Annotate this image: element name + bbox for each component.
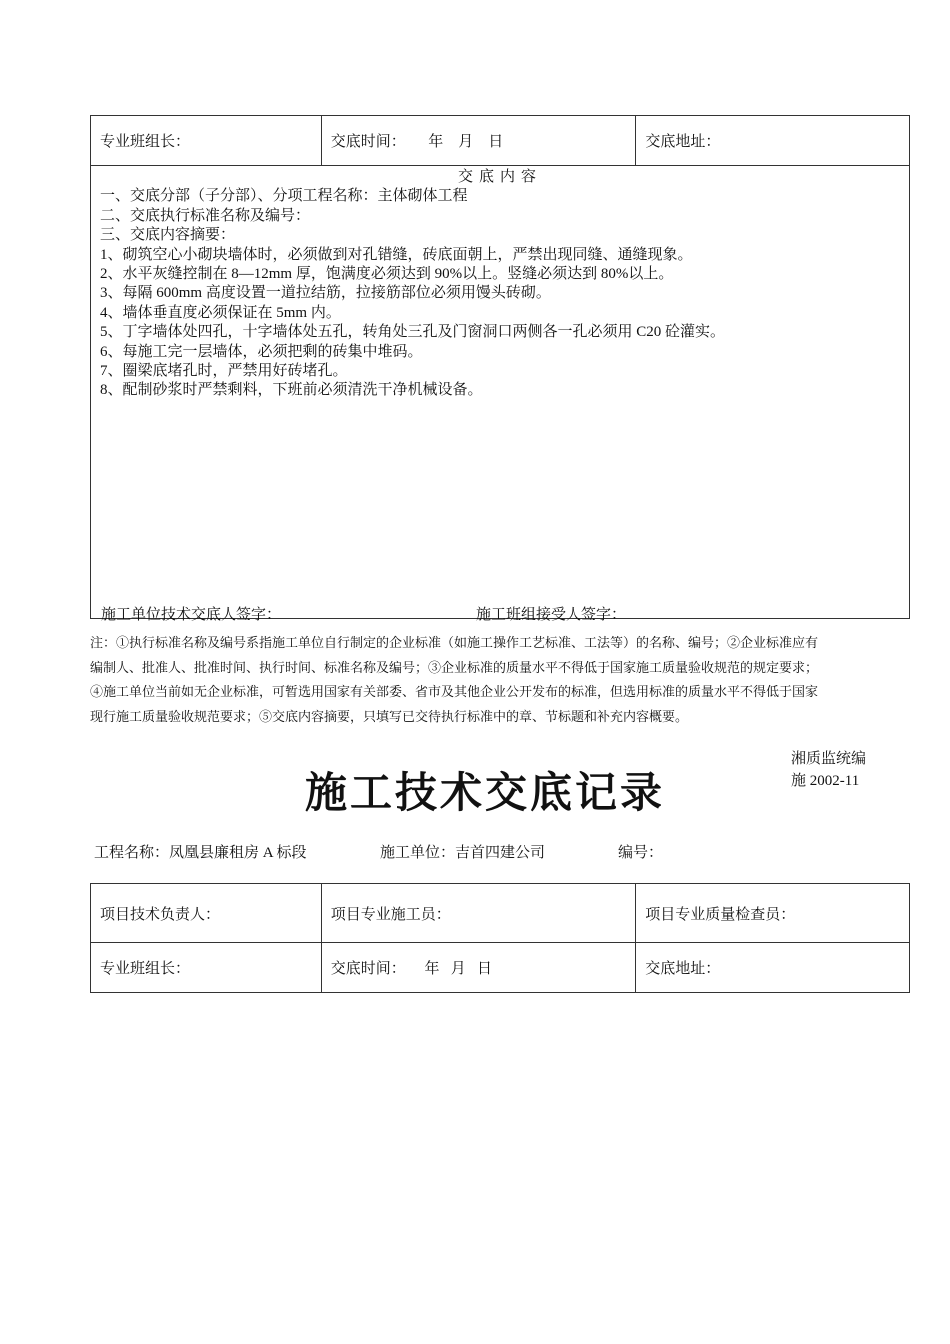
content-line: 4、墙体垂直度必须保证在 5mm 内。 <box>100 304 341 321</box>
note-line: ④施工单位当前如无企业标准，可暂选用国家有关部委、省市及其他企业公开发布的标准，但选用标准的质量水平不得低于国家 <box>90 684 819 700</box>
content-line: 3、每隔 600mm 高度设置一道拉结筋，拉接筋部位必须用馒头砖砌。 <box>100 285 551 302</box>
content-cell <box>91 166 910 623</box>
construction-company: 施工单位：吉首四建公司 <box>380 845 546 861</box>
signature-right: 施工班组接受人签字： <box>476 607 627 623</box>
leader-cell: 专业班组长： <box>91 943 322 993</box>
quality-inspector-cell: 项目专业质量检查员： <box>636 884 910 943</box>
note-line: 现行施工质量验收规范要求；⑤交底内容摘要，只填写已交待执行标准中的章、节标题和补充内容概要。 <box>90 708 689 724</box>
issuer-line: 施 2002-11 <box>791 773 860 789</box>
content-line: 8、配制砂浆时严禁剩料，下班前必须清洗干净机械设备。 <box>100 382 483 399</box>
signature-left: 施工单位技术交底人签字： <box>101 607 282 623</box>
tech-lead-cell: 项目技术负责人： <box>91 884 322 943</box>
content-line: 一、交底分部（子分部）、分项工程名称：主体砌体工程 <box>100 188 468 205</box>
time-cell: 交底时间： 年 月 日 <box>321 943 636 993</box>
record-number: 编号： <box>618 845 664 861</box>
bottom-table <box>90 883 910 993</box>
top-table <box>90 115 910 623</box>
note-line: 注：①执行标准名称及编号系指施工单位自行制定的企业标准（如施工操作工艺标准、工法等）的名称、编号；②企业标准应有 <box>90 635 819 650</box>
address-cell: 交底地址： <box>636 943 910 993</box>
content-line: 三、交底内容摘要： <box>100 227 236 244</box>
content-line: 5、丁字墙体处四孔，十字墙体处五孔，转角处三孔及门窗洞口两侧各一孔必须用 C20 砼灌实。 <box>100 324 726 341</box>
content-line: 7、圈梁底堵孔时，严禁用好砖堵孔。 <box>100 363 348 380</box>
time-cell: 交底时间： 年 月 日 <box>321 116 636 166</box>
content-line: 6、每施工完一层墙体，必须把剩的砖集中堆码。 <box>100 343 423 360</box>
note <box>90 631 902 729</box>
content-line: 2、水平灰缝控制在 8—12mm 厚，饱满度必须达到 90%以上。竖缝必须达到 80%以上。 <box>100 266 674 283</box>
address-cell: 交底地址： <box>636 116 910 166</box>
content-heading: 交底内容 <box>457 169 542 185</box>
content-line: 1、砌筑空心小砌块墙体时，必须做到对孔错缝，砖底面朝上，严禁出现同缝、通缝现象。 <box>100 246 693 263</box>
leader-cell: 专业班组长： <box>91 116 322 166</box>
issuer-line: 湘质监统编 <box>791 751 867 767</box>
content-line: 二、交底执行标准名称及编号： <box>100 207 311 224</box>
construction-staff-cell: 项目专业施工员： <box>321 884 636 943</box>
project-name: 工程名称：凤凰县廉租房 A 标段 <box>94 845 307 861</box>
note-line: 编制人、批准人、批准时间、执行时间、标准名称及编号；③企业标准的质量水平不得低于国家施工质量验收规范的规定要求； <box>90 659 819 675</box>
document-title: 施工技术交底记录 <box>304 771 665 817</box>
content-lines <box>100 168 900 401</box>
